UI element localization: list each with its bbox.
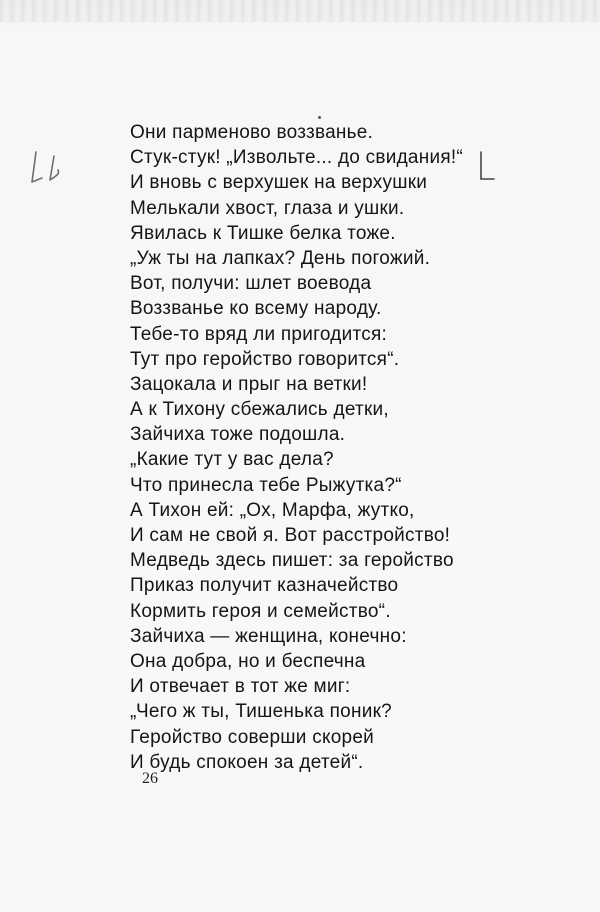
poem-line: „Чего ж ты, Тишенька поник? <box>130 701 392 723</box>
poem-line: Они парменово воззванье. <box>130 122 374 143</box>
poem-line: „Уж ты на лапках? День погожий. <box>130 247 431 269</box>
poem-line: И сам не свой я. Вот расстройство! <box>130 525 451 546</box>
poem-line: Зацокала и прыг на ветки! <box>130 373 368 395</box>
poem-line: Тут про геройство говорится“. <box>130 348 400 370</box>
poem-line: А Тихон ей: „Ох, Марфа, жутко, <box>130 499 415 521</box>
poem-text <box>130 120 580 775</box>
poem-line: Зайчиха — женщина, конечно: <box>130 625 407 647</box>
poem-line: Что принесла тебе Рыжутка?“ <box>130 474 402 496</box>
poem-line: Явилась к Тишке белка тоже. <box>130 222 396 244</box>
poem-line: Медведь здесь пишет: за геройство <box>130 550 454 572</box>
poem-line: Мелькали хвост, глаза и ушки. <box>130 197 405 219</box>
poem-line: И будь спокоен за детей“. <box>130 751 364 773</box>
poem-line: А к Тихону сбежались детки, <box>130 399 389 421</box>
poem-line: Зайчиха тоже подошла. <box>130 424 346 446</box>
ink-speck <box>318 116 321 119</box>
poem-line: Тебе-то вряд ли пригодится: <box>130 323 388 345</box>
poem-line: Стук-стук! „Извольте... до свидания!“ <box>130 147 464 169</box>
poem-line: „Какие тут у вас дела? <box>130 449 334 471</box>
poem-line: И вновь с верхушек на верхушки <box>130 172 428 194</box>
page-number: 26 <box>142 770 158 787</box>
handwritten-pencil-mark-icon <box>28 148 68 188</box>
poem-line: Кормить героя и семейство“. <box>130 600 391 622</box>
poem-line: Геройство соверши скорей <box>130 726 375 748</box>
scanned-page-edge <box>0 0 600 22</box>
poem-line: Приказ получит казначейство <box>130 575 399 597</box>
poem-line: Вот, получи: шлет воевода <box>130 273 372 295</box>
poem-line: Воззванье ко всему народу. <box>130 298 382 320</box>
poem-line: И отвечает в тот же миг: <box>130 676 351 698</box>
poem-line: Она добра, но и беспечна <box>130 650 366 672</box>
